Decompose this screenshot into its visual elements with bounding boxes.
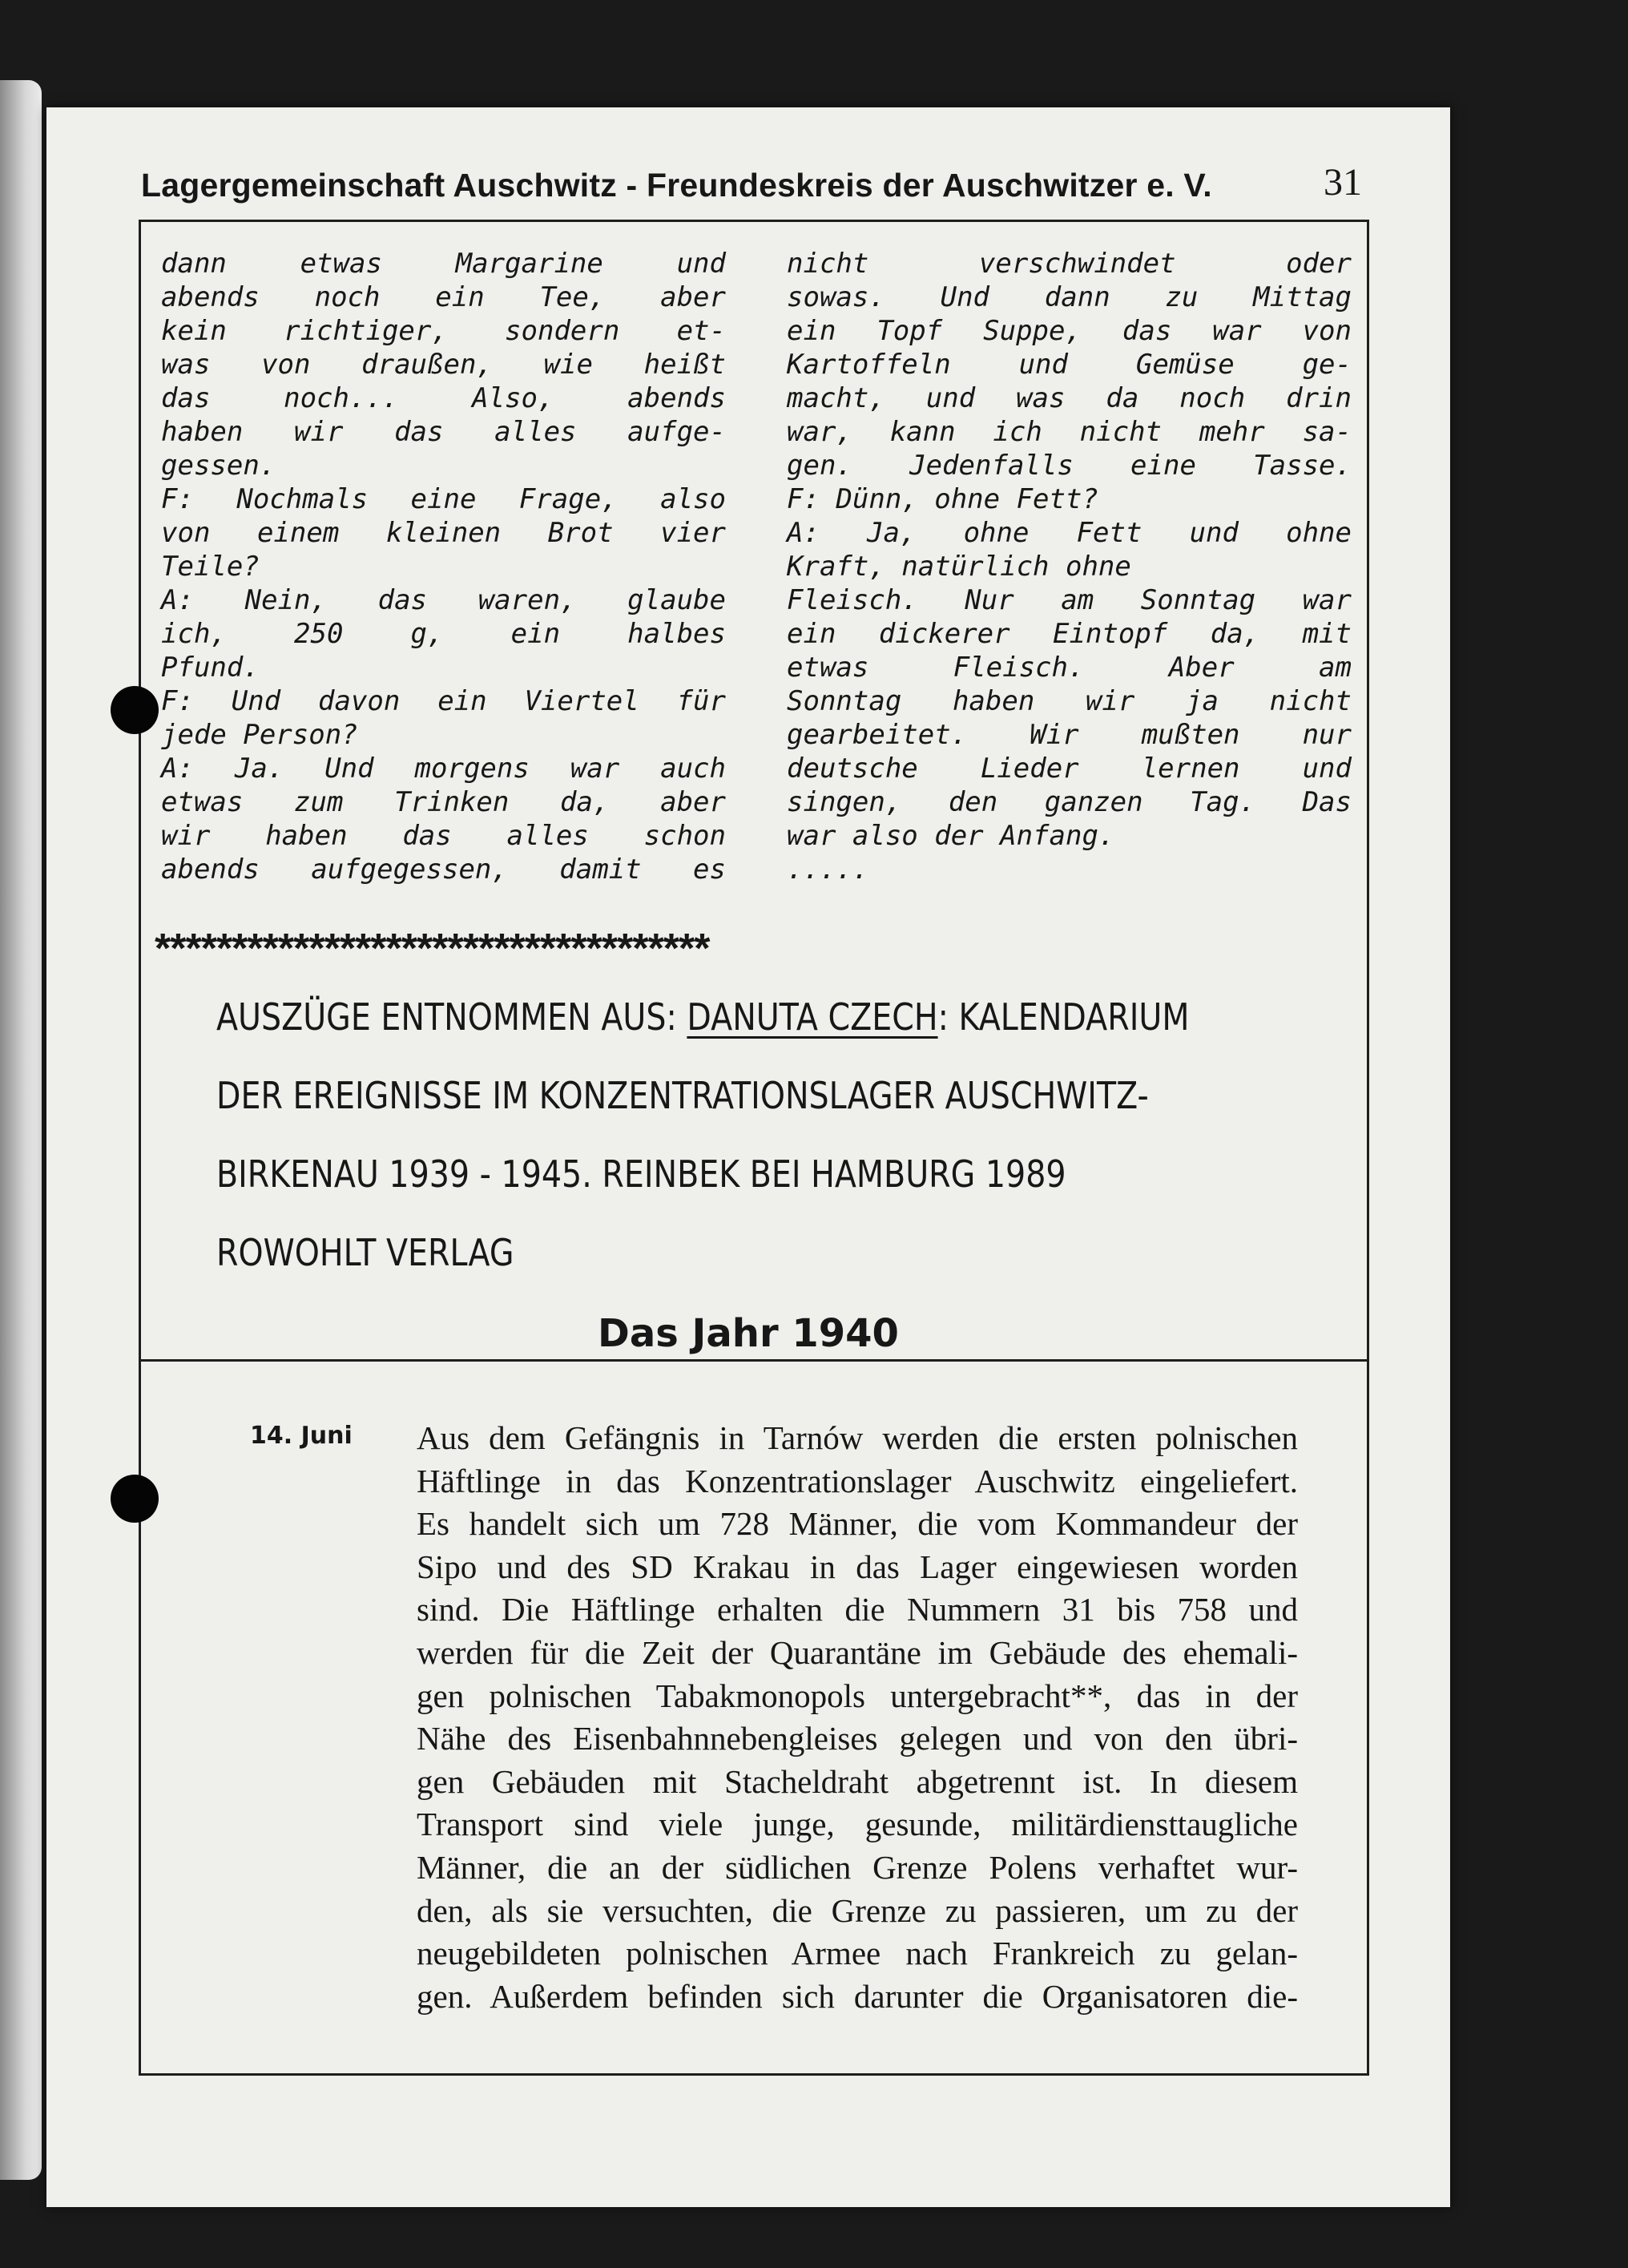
page-number: 31 [1324,161,1362,204]
entry-line: den, als sie versuchten, die Grenze zu passieren, um zu der [417,1891,1298,1929]
interview-line: deutsche Lieder lernen und [787,753,1352,785]
interview-line: war, kann ich nicht mehr sa- [787,416,1352,448]
document-page [46,107,1450,2207]
interview-line: ein dickerer Eintopf da, mit [787,618,1352,650]
interview-line: wir haben das alles schon [161,820,726,852]
interview-line: etwas Fleisch. Aber am [787,652,1352,684]
interview-line: A: Ja, ohne Fett und ohne [787,517,1352,549]
interview-line: nicht verschwindet oder [787,248,1352,280]
year-heading: Das Jahr 1940 [598,1311,899,1356]
interview-line: das noch... Also, abends [161,382,726,414]
entry-date: 14. Juni [250,1422,353,1450]
interview-line: kein richtiger, sondern et- [161,315,726,347]
interview-column-left [161,247,726,886]
entry-line: Aus dem Gefängnis in Tarnów werden die ersten polnischen [417,1419,1298,1456]
source-line-4: ROWOHLT VERLAG [216,1231,514,1274]
adjacent-page-edge [0,80,42,2180]
interview-line: Kraft, natürlich ohne [787,551,1131,583]
interview-line: F: Dünn, ohne Fett? [787,483,1098,515]
interview-line: haben wir das alles aufge- [161,416,726,448]
entry-line: Transport sind viele junge, gesunde, militärdiensttaugliche [417,1806,1298,1843]
interview-line: F: Und davon ein Viertel für [161,685,726,717]
entry-line: werden für die Zeit der Quarantäne im Gebäude des ehemali- [417,1633,1298,1671]
interview-line: macht, und was da noch drin [787,382,1352,414]
interview-line: abends noch ein Tee, aber [161,281,726,313]
interview-line: abends aufgegessen, damit es [161,854,726,886]
interview-line: singen, den ganzen Tag. Das [787,786,1352,818]
interview-line: Kartoffeln und Gemüse ge- [787,349,1352,381]
source-title-start: : KALENDARIUM [937,995,1190,1039]
interview-line: etwas zum Trinken da, aber [161,786,726,818]
source-citation [216,978,1188,1292]
interview-line: jede Person? [161,719,358,751]
interview-line: Fleisch. Nur am Sonntag war [787,584,1352,616]
interview-line: sowas. Und dann zu Mittag [787,281,1352,313]
entry-line: Nähe des Eisenbahnnebengleises gelegen und von den übri- [417,1720,1298,1757]
interview-line: von einem kleinen Brot vier [161,517,726,549]
entry-line: Häftlinge in das Konzentrationslager Auschwitz eingeliefert. [417,1462,1298,1499]
interview-line: war also der Anfang. [787,820,1115,852]
interview-line: ..... [787,854,869,886]
interview-line: gen. Jedenfalls eine Tasse. [787,450,1352,482]
interview-line: F: Nochmals eine Frage, also [161,483,726,515]
source-line-2: DER EREIGNISSE IM KONZENTRATIONSLAGER AUSCHWITZ- [216,1074,1149,1117]
interview-line: ich, 250 g, ein halbes [161,618,726,650]
source-prefix: AUSZÜGE ENTNOMMEN AUS: [216,995,687,1039]
entry-line: Es handelt sich um 728 Männer, die vom Kommandeur der [417,1505,1298,1543]
heading-divider [139,1359,1369,1362]
interview-line: ein Topf Suppe, das war von [787,315,1352,347]
source-line-1 [216,978,1188,1056]
interview-line: Sonntag haben wir ja nicht [787,685,1352,717]
interview-line: gessen. [161,450,276,482]
entry-line: gen Gebäuden mit Stacheldraht abgetrennt ist. In diesem [417,1762,1298,1800]
punch-hole [111,1475,159,1523]
entry-body [417,1417,1298,2018]
source-line-3: BIRKENAU 1939 - 1945. REINBEK BEI HAMBURG 1989 [216,1152,1066,1196]
interview-line: Teile? [161,551,260,583]
entry-line: sind. Die Häftlinge erhalten die Nummern 31 bis 758 und [417,1591,1298,1628]
interview-line: dann etwas Margarine und [161,248,726,280]
entry-line: Männer, die an der südlichen Grenze Polens verhaftet wur- [417,1848,1298,1886]
entry-line: gen. Außerdem befinden sich darunter die Organisatoren die- [417,1977,1298,2015]
entry-line: gen polnischen Tabakmonopols untergebracht**, das in der [417,1677,1298,1714]
interview-line: A: Nein, das waren, glaube [161,584,726,616]
separator-asterisks: ************************************ [155,926,710,972]
interview-line: Pfund. [161,652,260,684]
entry-line: Sipo und des SD Krakau in das Lager eingewiesen worden [417,1548,1298,1585]
interview-line: gearbeitet. Wir mußten nur [787,719,1352,751]
punch-hole [111,686,159,734]
interview-column-right [787,247,1352,886]
source-author: DANUTA CZECH [687,995,938,1039]
interview-line: A: Ja. Und morgens war auch [161,753,726,785]
running-header: Lagergemeinschaft Auschwitz - Freundeskreis der Auschwitzer e. V. [141,167,1212,204]
entry-line: neugebildeten polnischen Armee nach Frankreich zu gelan- [417,1935,1298,1972]
interview-line: was von draußen, wie heißt [161,349,726,381]
